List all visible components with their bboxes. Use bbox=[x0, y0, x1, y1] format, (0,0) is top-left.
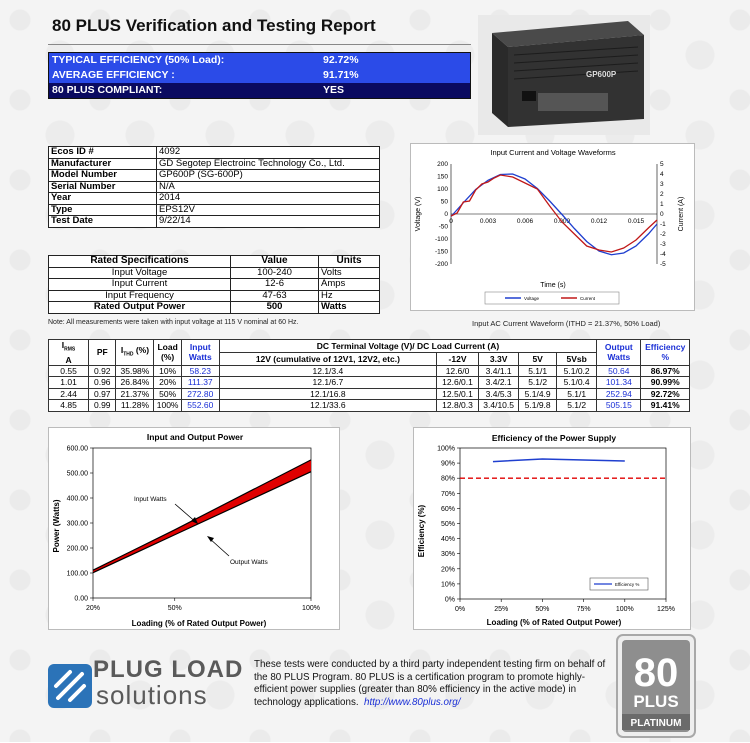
x-axis-label: Loading (% of Rated Output Power) bbox=[486, 618, 622, 627]
plot-area bbox=[460, 448, 666, 599]
info-label: Ecos ID # bbox=[49, 147, 157, 159]
column-header-efficiency bbox=[641, 340, 690, 366]
y-tick-label: 100 bbox=[437, 186, 448, 193]
header-unit: (%) bbox=[133, 345, 150, 355]
table-cell: 12.1/3.4 bbox=[219, 365, 436, 377]
logo-icon bbox=[48, 664, 92, 708]
table-cell: 12.1/33.6 bbox=[219, 400, 436, 412]
y-right-tick-label: 4 bbox=[660, 171, 664, 178]
spec-name: Input Frequency bbox=[49, 290, 231, 302]
y-tick-label: 200.00 bbox=[66, 545, 88, 553]
y-tick-label: 300.00 bbox=[66, 520, 88, 528]
efficiency-chart-svg bbox=[414, 428, 692, 631]
column-header-irms: $I_{RMS}$ A bbox=[49, 340, 89, 366]
power-chart-svg bbox=[49, 428, 341, 631]
summary-row-compliant bbox=[49, 83, 470, 98]
spec-name: Input Current bbox=[49, 279, 231, 291]
table-row bbox=[49, 193, 380, 205]
y-tick-label: 70% bbox=[440, 490, 455, 498]
y-tick-label: 0 bbox=[444, 211, 448, 218]
table-cell: 0.97 bbox=[89, 388, 116, 400]
column-header-5vsb: 5Vsb bbox=[557, 352, 597, 365]
x-tick-label: 0.009 bbox=[553, 218, 571, 225]
legend-label: Current bbox=[580, 296, 596, 301]
column-header-load bbox=[154, 340, 181, 366]
table-cell: 505.15 bbox=[597, 400, 641, 412]
x-tick-label: 0.006 bbox=[516, 218, 534, 225]
table-cell: 12.6/0 bbox=[436, 365, 478, 377]
header-unit: A bbox=[65, 354, 72, 365]
waveform-chart bbox=[410, 143, 695, 311]
info-label: Type bbox=[49, 204, 157, 216]
annotation-input-watts: Input Watts bbox=[134, 496, 167, 503]
spec-unit: Volts bbox=[319, 267, 380, 279]
table-row bbox=[49, 181, 380, 193]
waveform-chart-svg bbox=[411, 144, 696, 312]
table-cell: 86.97% bbox=[641, 365, 690, 377]
y-tick-label: 60% bbox=[440, 505, 455, 513]
table-cell: 552.60 bbox=[181, 400, 219, 412]
header-unit: (%) bbox=[161, 352, 175, 363]
80-plus-platinum-badge bbox=[616, 634, 696, 738]
column-header-12v: 12V (cumulative of 12V1, 12V2, etc.) bbox=[219, 352, 436, 365]
y-tick-label: 90% bbox=[440, 460, 455, 468]
table-cell: 0.96 bbox=[89, 377, 116, 389]
product-info-table bbox=[48, 146, 380, 228]
y-right-tick-label: 5 bbox=[660, 161, 664, 168]
table-row bbox=[49, 204, 380, 216]
table-cell: 4.85 bbox=[49, 400, 89, 412]
info-value: GD Segotep Electroinc Technology Co., Ltd. bbox=[157, 158, 380, 170]
y-tick-label: 500.00 bbox=[66, 470, 88, 478]
table-row bbox=[49, 216, 380, 228]
table-cell: 100% bbox=[154, 400, 181, 412]
header-text: Input bbox=[189, 342, 211, 353]
summary-label: AVERAGE EFFICIENCY : bbox=[52, 69, 175, 81]
80plus-website-link[interactable]: http://www.80plus.org/ bbox=[364, 696, 461, 708]
table-cell: 5.1/1 bbox=[519, 365, 557, 377]
logo-text-line2: solutions bbox=[96, 680, 208, 710]
table-row bbox=[49, 158, 380, 170]
y-tick-label: -100 bbox=[434, 236, 448, 243]
table-row bbox=[49, 302, 380, 314]
table-row bbox=[49, 170, 380, 182]
chart-title: Input Current and Voltage Waveforms bbox=[490, 148, 616, 157]
summary-label: 80 PLUS COMPLIANT: bbox=[52, 84, 163, 96]
power-supply-photo bbox=[478, 15, 650, 135]
table-cell: 2.44 bbox=[49, 388, 89, 400]
column-header-input-watts bbox=[181, 340, 219, 366]
table-cell: 111.37 bbox=[181, 377, 219, 389]
y-right-tick-label: 1 bbox=[660, 201, 664, 208]
photo-model-text: GP600P bbox=[586, 70, 617, 79]
table-header-row bbox=[49, 256, 380, 268]
series-line-voltage bbox=[451, 174, 657, 255]
info-value: 2014 bbox=[157, 193, 380, 205]
table-cell: 5.1/0.4 bbox=[557, 377, 597, 389]
y-tick-label: 0.00 bbox=[74, 595, 88, 603]
spec-value: 12-6 bbox=[231, 279, 319, 291]
legend-label: Voltage bbox=[524, 296, 540, 301]
rated-specifications-table bbox=[48, 255, 380, 314]
table-cell: 3.4/5.3 bbox=[479, 388, 519, 400]
table-cell: 5.1/2 bbox=[519, 377, 557, 389]
y-right-tick-label: -5 bbox=[660, 261, 666, 268]
y-right-tick-label: 0 bbox=[660, 211, 664, 218]
header-text: Output bbox=[604, 342, 633, 353]
logo-text-line1: PLUG LOAD bbox=[93, 656, 244, 683]
x-axis-label: Time (s) bbox=[540, 282, 566, 289]
waveform-caption: Input AC Current Waveform (ITHD = 21.37%, 50% Load) bbox=[472, 319, 661, 328]
y-tick-label: 100.00 bbox=[66, 570, 88, 578]
series-line-current bbox=[451, 175, 657, 252]
header-unit: Watts bbox=[188, 352, 212, 363]
summary-box bbox=[48, 52, 471, 99]
table-row bbox=[49, 388, 690, 400]
y-tick-label: 200 bbox=[437, 161, 448, 168]
power-supply-image bbox=[478, 15, 650, 135]
table-cell: 20% bbox=[154, 377, 181, 389]
table-cell: 12.8/0.3 bbox=[436, 400, 478, 412]
spec-name: Rated Output Power bbox=[49, 302, 231, 314]
spec-name: Input Voltage bbox=[49, 267, 231, 279]
column-header-ithd: $I_{THD}$ (%) bbox=[116, 340, 154, 366]
table-row bbox=[49, 290, 380, 302]
table-cell: 0.55 bbox=[49, 365, 89, 377]
badge-plus-text: PLUS bbox=[633, 692, 679, 711]
table-cell: 3.4/2.1 bbox=[479, 377, 519, 389]
info-label: Year bbox=[49, 193, 157, 205]
spec-unit: Amps bbox=[319, 279, 380, 291]
spec-value: 100-240 bbox=[231, 267, 319, 279]
summary-row-average bbox=[49, 68, 470, 83]
y-tick-label: 150 bbox=[437, 173, 448, 181]
x-tick-label: 100% bbox=[302, 605, 320, 612]
x-axis-label: Loading (% of Rated Output Power) bbox=[131, 619, 267, 628]
measurement-note: Note: All measurements were taken with input voltage at 115 V nominal at 60 Hz. bbox=[48, 319, 299, 326]
summary-row-typical bbox=[49, 53, 470, 68]
y-tick-label: 100% bbox=[437, 445, 455, 453]
table-cell: 272.80 bbox=[181, 388, 219, 400]
summary-value: 92.72% bbox=[323, 54, 359, 66]
info-value: GP600P (SG-600P) bbox=[157, 170, 380, 182]
y-right-tick-label: 2 bbox=[660, 191, 664, 198]
table-row bbox=[49, 400, 690, 412]
plot-area bbox=[93, 448, 311, 598]
y-tick-label: -50 bbox=[438, 223, 448, 231]
table-cell: 0.99 bbox=[89, 400, 116, 412]
info-label: Manufacturer bbox=[49, 158, 157, 170]
table-cell: 3.4/10.5 bbox=[479, 400, 519, 412]
power-chart bbox=[48, 427, 340, 630]
column-header: Rated Specifications bbox=[49, 256, 231, 268]
table-cell: 3.4/1.1 bbox=[479, 365, 519, 377]
x-tick-label: 50% bbox=[535, 606, 550, 613]
x-tick-label: 0.003 bbox=[479, 218, 497, 225]
efficiency-chart bbox=[413, 427, 691, 630]
y-tick-label: 30% bbox=[440, 551, 455, 559]
y-tick-label: 50% bbox=[440, 521, 455, 528]
table-cell: 1.01 bbox=[49, 377, 89, 389]
y-right-tick-label: 3 bbox=[660, 181, 664, 188]
x-tick-label: 25% bbox=[494, 606, 509, 613]
x-tick-label: 50% bbox=[167, 605, 182, 612]
table-cell: 252.94 bbox=[597, 388, 641, 400]
table-cell: 5.1/1 bbox=[557, 388, 597, 400]
footer-paragraph bbox=[254, 659, 612, 709]
spec-unit: Watts bbox=[319, 302, 380, 314]
table-cell: 26.84% bbox=[116, 377, 154, 389]
column-header-minus12v: -12V bbox=[436, 352, 478, 365]
badge-80-text: 80 bbox=[633, 651, 679, 695]
x-tick-label: 0.015 bbox=[627, 218, 645, 225]
column-header-3v3: 3.3V bbox=[479, 352, 519, 365]
info-value: EPS12V bbox=[157, 204, 380, 216]
y-right-tick-label: -3 bbox=[660, 241, 666, 248]
x-tick-label: 75% bbox=[576, 606, 591, 613]
y-tick-label: 10% bbox=[440, 581, 455, 589]
test-results-table bbox=[48, 339, 690, 412]
table-cell: 92.72% bbox=[641, 388, 690, 400]
table-cell: 0.92 bbox=[89, 365, 116, 377]
table-cell: 12.5/0.1 bbox=[436, 388, 478, 400]
table-cell: 91.41% bbox=[641, 400, 690, 412]
x-tick-label: 125% bbox=[657, 606, 675, 613]
table-cell: 58.23 bbox=[181, 365, 219, 377]
info-label: Model Number bbox=[49, 170, 157, 182]
column-header: Units bbox=[319, 256, 380, 268]
x-tick-label: 0.012 bbox=[590, 218, 608, 225]
annotation-output-watts: Output Watts bbox=[230, 559, 268, 566]
table-row bbox=[49, 267, 380, 279]
table-cell: 12.1/16.8 bbox=[219, 388, 436, 400]
y-axis-label: Power (Watts) bbox=[52, 499, 61, 553]
y-right-tick-label: -2 bbox=[660, 231, 666, 238]
footer-text: These tests were conducted by a third party independent testing firm on behalf of the 80 PLUS Program. 80 PLUS is a certification program to promote highly-efficient power supplies (greater than 80% efficiency in the active mode) in technology applications. bbox=[254, 659, 606, 708]
y-axis-label: Efficiency (%) bbox=[417, 504, 426, 558]
spec-value: 47-63 bbox=[231, 290, 319, 302]
y-right-tick-label: -1 bbox=[660, 221, 666, 228]
summary-value: 91.71% bbox=[323, 69, 359, 81]
x-tick-label: 20% bbox=[85, 605, 101, 612]
header-subscript: RMS bbox=[64, 346, 76, 353]
table-cell: 5.1/2 bbox=[557, 400, 597, 412]
table-cell: 12.1/6.7 bbox=[219, 377, 436, 389]
badge-platinum-text: PLATINUM bbox=[630, 718, 682, 729]
info-label: Serial Number bbox=[49, 181, 157, 193]
y-tick-label: 20% bbox=[440, 566, 455, 574]
column-header-pf: PF bbox=[89, 340, 116, 366]
info-value: 9/22/14 bbox=[157, 216, 380, 228]
table-cell: 12.6/0.1 bbox=[436, 377, 478, 389]
table-cell: 11.28% bbox=[116, 400, 154, 412]
x-tick-label: 0% bbox=[454, 606, 466, 613]
table-cell: 50.64 bbox=[597, 365, 641, 377]
column-header-output-watts bbox=[597, 340, 641, 366]
spec-unit: Hz bbox=[319, 290, 380, 302]
chart-title: Efficiency of the Power Supply bbox=[491, 433, 617, 443]
table-cell: 10% bbox=[154, 365, 181, 377]
x-tick-label: 0 bbox=[449, 218, 453, 225]
table-row bbox=[49, 279, 380, 291]
info-value: N/A bbox=[157, 181, 380, 193]
header-unit: Watts bbox=[607, 352, 631, 363]
header-unit: % bbox=[661, 352, 669, 363]
table-cell: 50% bbox=[154, 388, 181, 400]
header-text: Efficiency bbox=[645, 342, 686, 353]
table-header-row bbox=[49, 340, 690, 353]
x-tick-label: 100% bbox=[615, 606, 634, 613]
info-label: Test Date bbox=[49, 216, 157, 228]
summary-label: TYPICAL EFFICIENCY (50% Load): bbox=[52, 54, 225, 66]
chart-title: Input and Output Power bbox=[146, 432, 244, 442]
y-tick-label: 80% bbox=[440, 475, 455, 483]
header-text: Load bbox=[157, 342, 178, 353]
table-cell: 5.1/4.9 bbox=[519, 388, 557, 400]
column-header-5v: 5V bbox=[519, 352, 557, 365]
column-header-dc-group: DC Terminal Voltage (V)/ DC Load Current (A) bbox=[219, 340, 596, 353]
y-right-tick-label: -4 bbox=[660, 251, 666, 258]
table-cell: 35.98% bbox=[116, 365, 154, 377]
table-row bbox=[49, 147, 380, 159]
table-cell: 5.1/9.8 bbox=[519, 400, 557, 412]
y-tick-label: -200 bbox=[434, 261, 448, 268]
table-row bbox=[49, 377, 690, 389]
title-divider bbox=[48, 44, 471, 45]
table-cell: 5.1/0.2 bbox=[557, 365, 597, 377]
y-tick-label: 400.00 bbox=[66, 495, 88, 503]
table-cell: 90.99% bbox=[641, 377, 690, 389]
y-tick-label: 600.00 bbox=[66, 445, 88, 453]
badge-graphic bbox=[616, 634, 696, 738]
info-value: 4092 bbox=[157, 147, 380, 159]
table-cell: 21.37% bbox=[116, 388, 154, 400]
report-title: 80 PLUS Verification and Testing Report bbox=[52, 16, 376, 35]
y-tick-label: 0% bbox=[444, 596, 455, 604]
table-row bbox=[49, 365, 690, 377]
y-tick-label: -150 bbox=[434, 248, 448, 256]
summary-value: YES bbox=[323, 84, 345, 96]
y-tick-label: 40% bbox=[440, 536, 455, 544]
spec-value: 500 bbox=[231, 302, 319, 314]
legend-label: Efficiency % bbox=[615, 582, 640, 587]
y-right-axis-label: Current (A) bbox=[678, 196, 685, 232]
column-header: Value bbox=[231, 256, 319, 268]
y-axis-label: Voltage (V) bbox=[415, 196, 422, 232]
table-cell: 101.34 bbox=[597, 377, 641, 389]
y-tick-label: 50 bbox=[440, 198, 448, 206]
header-subscript: THD bbox=[123, 351, 134, 358]
